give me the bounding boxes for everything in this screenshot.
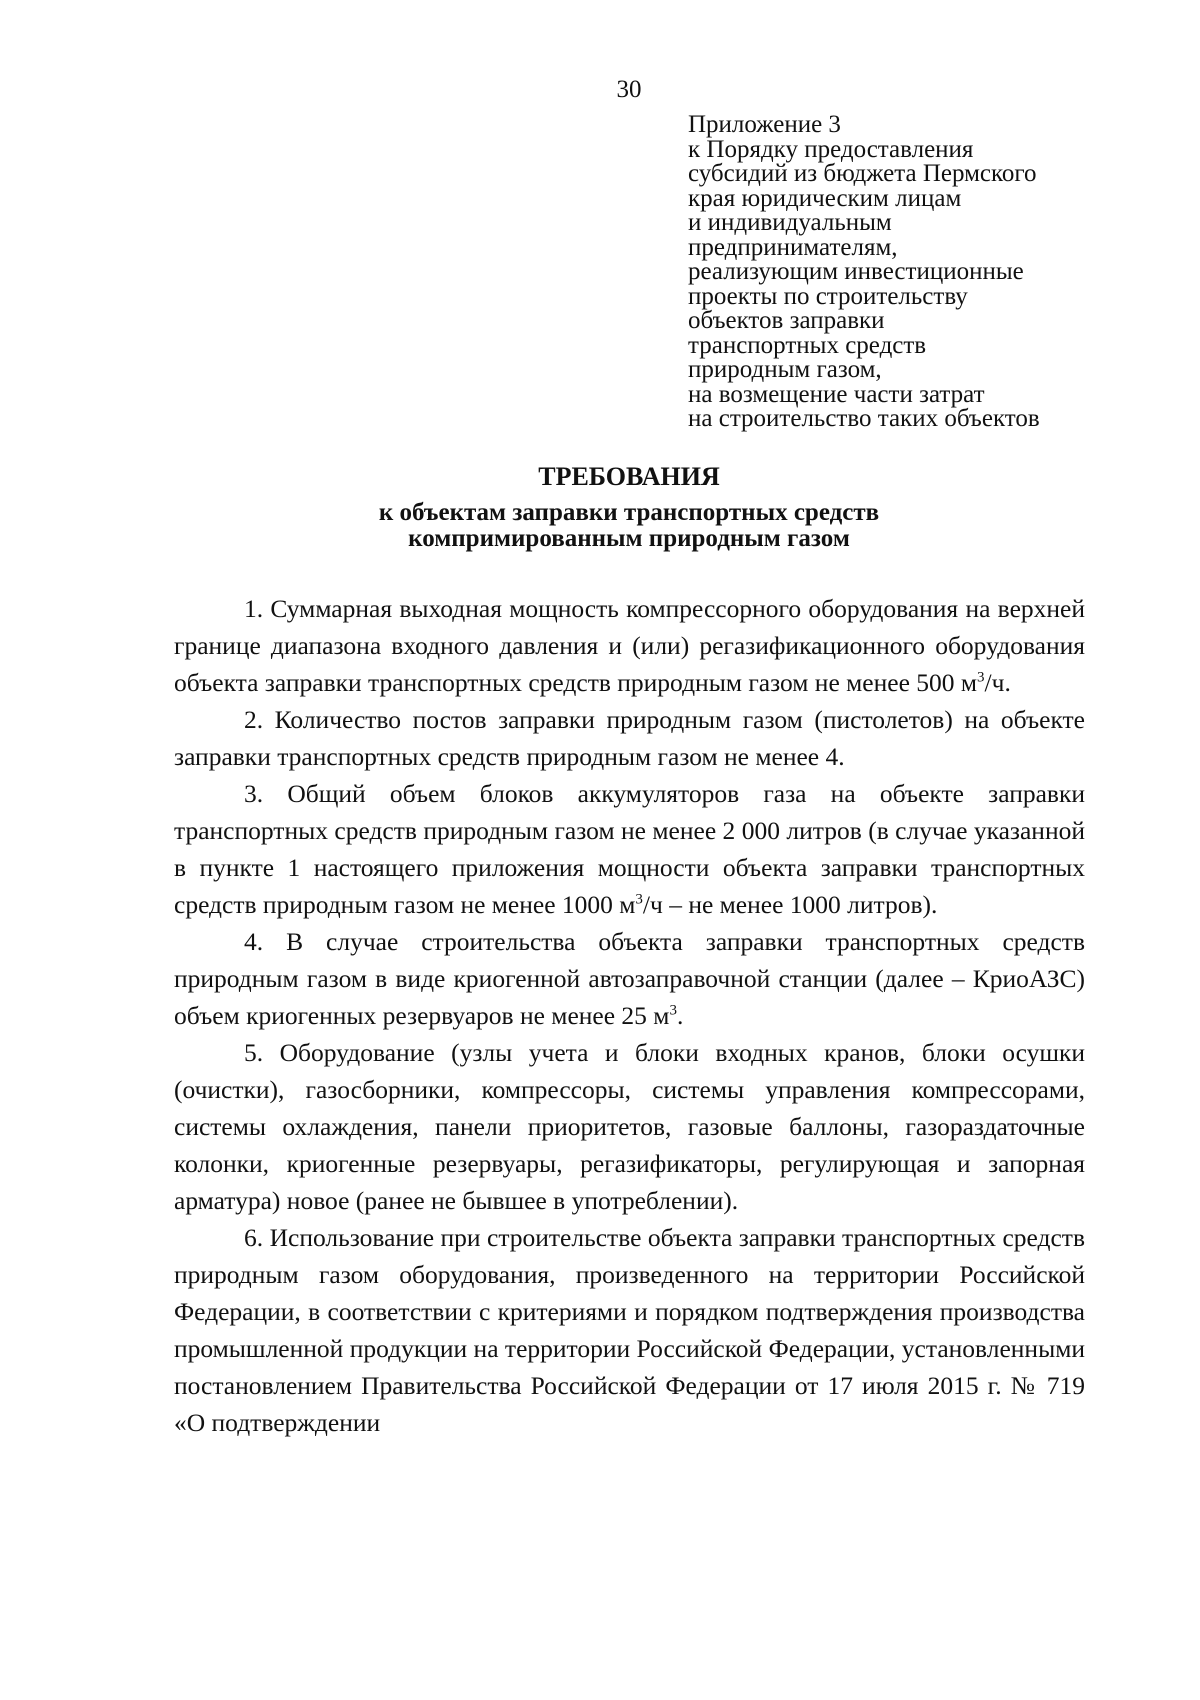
page-number: 30 [616, 76, 642, 103]
appendix-line: природным газом, [688, 356, 882, 383]
paragraph-text: /ч. [984, 668, 1011, 697]
appendix-line: проекты по строительству [688, 282, 968, 310]
appendix-line: субсидий из бюджета Пермского [688, 160, 1037, 187]
requirement-paragraph-1 [174, 590, 1085, 701]
appendix-line: на строительство таких объектов [688, 405, 1040, 432]
subtitle-line: компримированным природным газом [408, 525, 850, 552]
requirement-paragraph-4 [174, 923, 1085, 1034]
appendix-line: края юридическим лицам [688, 184, 962, 212]
superscript: 3 [977, 669, 985, 686]
requirements-body [174, 590, 1085, 1441]
paragraph-text: 3. Общий объем блоков аккумуляторов газа на объекте заправки транспортных средств природным газом не менее 2 000 литров (в случае указанной в пункте 1 настоящего приложения мощности объекта заправки транспортных средств природным газом не менее 1000 м [174, 779, 1085, 919]
paragraph-text: /ч – не менее 1000 литров). [642, 890, 938, 919]
appendix-line: объектов заправки [688, 307, 885, 334]
appendix-line: транспортных средств [688, 331, 927, 359]
requirement-paragraph-5: 5. Оборудование (узлы учета и блоки входных кранов, блоки осушки (очистки), газосборники, компрессоры, системы управления компрессорами, системы охлаждения, панели приоритетов, газовые баллоны, газораздаточные колонки, криогенные резервуары, регазификаторы, регулирующая и запорная арматура) новое (ранее не бывшее в употреблении). [174, 1038, 1085, 1215]
superscript: 3 [635, 891, 643, 908]
document-title: ТРЕБОВАНИЯ [538, 462, 720, 491]
paragraph-text: 4. В случае строительства объекта заправки транспортных средств природным газом в виде криогенной автозаправочной станции (далее – КриоАЗС) объем криогенных резервуаров не менее 25 м [174, 927, 1085, 1030]
superscript: 3 [669, 1002, 677, 1019]
requirement-paragraph-2: 2. Количество постов заправки природным газом (пистолетов) на объекте заправки транспортных средств природным газом не менее 4. [174, 705, 1085, 771]
appendix-line: реализующим инвестиционные [688, 258, 1024, 285]
requirement-paragraph-3 [174, 775, 1085, 923]
appendix-line: предпринимателям, [688, 233, 898, 261]
paragraph-text: . [676, 1001, 684, 1030]
document-subtitle [0, 500, 1200, 552]
appendix-line: и индивидуальным [688, 209, 892, 236]
appendix-line: на возмещение части затрат [688, 380, 985, 408]
subtitle-line: к объектам заправки транспортных средств [378, 499, 880, 526]
appendix-line: Приложение 3 [688, 111, 841, 138]
paragraph-text: 1. Суммарная выходная мощность компрессорного оборудования на верхней границе диапазона входного давления и (или) регазификационного оборудования объекта заправки транспортных средств природным газом не менее 500 м [174, 594, 1085, 697]
appendix-block [688, 113, 1040, 432]
appendix-line: к Порядку предоставления [688, 135, 974, 163]
requirement-paragraph-6: 6. Использование при строительстве объекта заправки транспортных средств природным газом оборудования, произведенного на территории Российской Федерации, в соответствии с критериями и порядком подтверждения производства промышленной продукции на территории Российской Федерации, установленными постановлением Правительства Российской Федерации от 17 июля 2015 г. № 719 «О подтверждении [174, 1223, 1085, 1437]
